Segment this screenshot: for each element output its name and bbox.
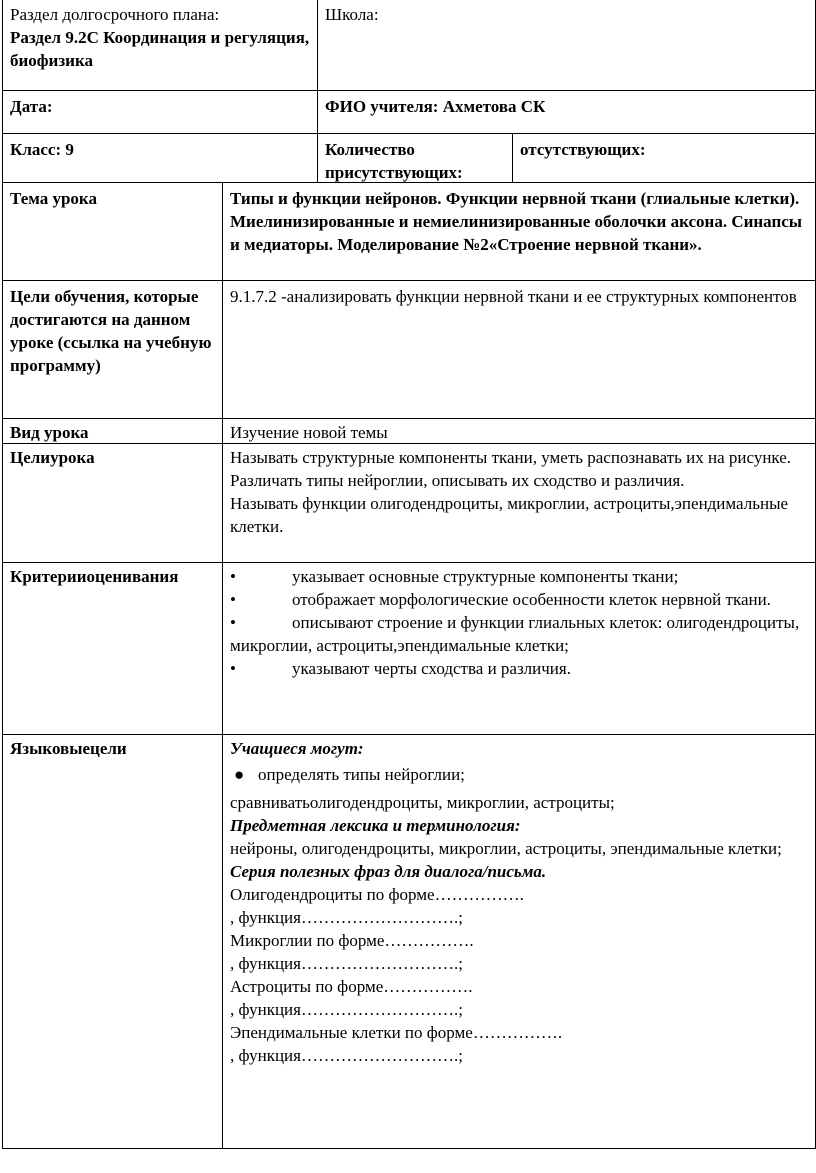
phrases-heading: Серия полезных фраз для диалога/письма. [230,862,547,881]
absent-cell [512,135,816,182]
objectives-value-cell [222,282,816,418]
objectives-label: Цели обучения, которые достигаются на данном уроке (ссылка на учебную программу) [10,287,212,375]
objectives-value: 9.1.7.2 -анализировать функции нервной ткани и ее структурных компонентов [230,287,797,306]
row-divider [2,418,816,419]
lesson-goal-label: Целиурока [10,448,95,467]
date-label: Дата: [10,97,53,116]
row-divider [2,90,816,91]
topic-value: Типы и функции нейронов. Функции нервной ткани (глиальные клетки). Миелинизированные и немиелинизированные оболочки аксона. Синапсы и медиаторы. Моделирование №2«Строение нервной ткани». [230,189,803,254]
date-cell [2,92,317,133]
phrase-line: Олигодендроциты по форме……………. [230,885,524,904]
topic-label: Тема урока [10,189,97,208]
lesson-type-label: Вид урока [10,423,89,442]
school-cell [317,0,816,90]
present-label: Количество присутствующих: [325,140,463,182]
students-heading: Учащиеся могут: [230,739,364,758]
bullet-icon: • [230,590,236,609]
lesson-goal-label-cell [2,445,222,562]
lesson-type-label-cell [2,420,222,443]
present-cell [317,135,512,182]
phrase-line: Астроциты по форме……………. [230,977,473,996]
lesson-goal-line: Называть функции олигодендроциты, микроглии, астроциты,эпендимальные клетки. [230,494,789,536]
class-cell [2,135,317,182]
language-bullet-item [230,763,809,786]
language-label: Языковыецели [10,739,127,758]
bullet-icon: ● [234,765,245,784]
row-divider [2,734,816,735]
phrase-line: , функция……………………….; [230,1000,463,1019]
language-label-cell [2,736,222,1149]
school-label: Школа: [325,5,379,24]
criteria-value-cell [222,564,816,734]
vocab-heading: Предметная лексика и терминология: [230,816,521,835]
lesson-type-value: Изучение новой темы [230,423,388,442]
lesson-goal-value-cell [222,445,816,562]
language-bullet-text: определять типы нейроглии; [258,765,465,784]
row-divider [2,562,816,563]
bullet-icon: • [230,567,236,586]
vocab-text: нейроны, олигодендроциты, микроглии, астроциты, эпендимальные клетки; [230,839,782,858]
row-divider [2,133,816,134]
criteria-label-cell [2,564,222,734]
objectives-label-cell [2,282,222,418]
phrase-line: Микроглии по форме……………. [230,931,474,950]
criteria-item: • отображает морфологические особенности клеток нервной ткани. [230,590,771,609]
section-value: Раздел 9.2С Координация и регуляция, биофизика [10,28,310,70]
phrase-line: , функция……………………….; [230,1046,463,1065]
phrase-line: , функция……………………….; [230,908,463,927]
topic-label-cell [2,184,222,280]
phrase-line: , функция……………………….; [230,954,463,973]
lesson-goal-line: Различать типы нейроглии, описывать их сходство и различия. [230,471,685,490]
compare-line: сравниватьолигодендроциты, микроглии, астроциты; [230,793,615,812]
criteria-item: • описывают строение и функции глиальных клеток: олигодендроциты, микроглии, астроциты,эпендимальные клетки; [230,613,800,655]
criteria-item: • указывают черты сходства и различия. [230,659,571,678]
bullet-icon: • [230,613,236,632]
lesson-goal-line: Называть структурные компоненты ткани, уметь распознавать их на рисунке. [230,448,792,467]
row-divider [2,280,816,281]
teacher-cell [317,92,816,133]
lesson-type-value-cell [222,420,816,443]
bullet-icon: • [230,659,236,678]
class-label: Класс: 9 [10,140,74,159]
phrase-line: Эпендимальные клетки по форме……………. [230,1023,563,1042]
section-cell [2,0,317,90]
criteria-item: • указывает основные структурные компоненты ткани; [230,567,679,586]
language-value-cell [222,736,816,1149]
absent-label: отсутствующих: [520,140,646,159]
topic-value-cell [222,184,816,280]
criteria-label: Критерииоценивания [10,567,179,586]
section-label: Раздел долгосрочного плана: [10,5,220,24]
teacher-label: ФИО учителя: Ахметова СК [325,97,546,116]
